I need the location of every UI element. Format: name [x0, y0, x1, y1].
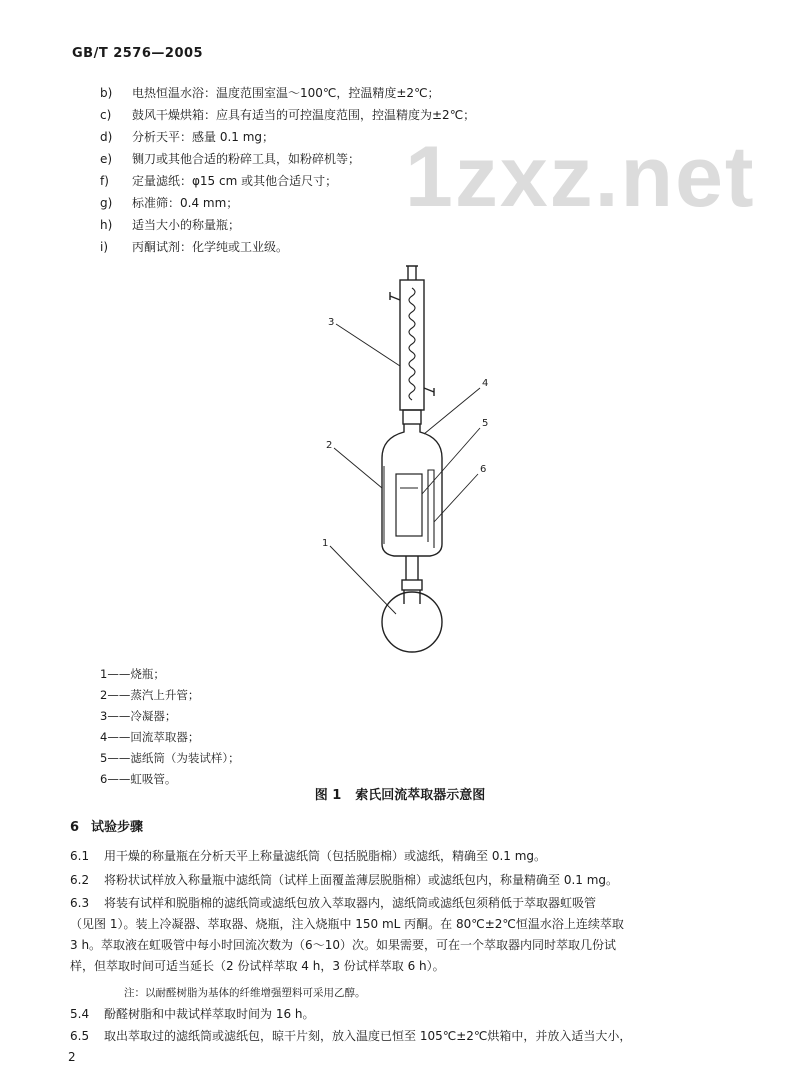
clause-number: 6.5: [70, 1029, 90, 1043]
figure-caption: [0, 784, 800, 803]
clause-number: 5.4: [70, 1007, 90, 1021]
leader-line: [330, 546, 396, 614]
paragraph: [70, 893, 742, 977]
list-item: [100, 192, 475, 214]
list-item: [100, 214, 475, 236]
paragraph-line: 取出萃取过的滤纸筒或滤纸包，晾干片刻，放入温度已恒至 105℃±2℃烘箱中，并放入适当大小，: [104, 1029, 632, 1043]
legend-item: 1——烧瓶；: [100, 667, 165, 681]
soxhlet-extractor-diagram: [320, 262, 500, 654]
leader-line: [336, 324, 400, 366]
list-text: 分析天平：感量 0.1 mg；: [132, 130, 275, 144]
leader-line: [434, 474, 478, 522]
list-item: [100, 82, 475, 104]
leader-line: [422, 428, 480, 494]
legend-item: 4——回流萃取器；: [100, 730, 200, 744]
extractor-stem: [406, 556, 418, 580]
condenser-coil: [409, 288, 415, 400]
ground-joint: [403, 410, 421, 424]
legend-item: 2——蒸汽上升管；: [100, 688, 200, 702]
condenser: [400, 280, 424, 410]
list-text: 丙酮试剂：化学纯或工业级。: [132, 240, 289, 254]
list-marker: i): [100, 240, 109, 254]
note: 注：以耐醛树脂为基体的纤维增强塑料可采用乙醇。: [124, 987, 366, 999]
callout-label: 5: [482, 418, 489, 429]
flask-joint: [402, 580, 422, 590]
legend-item: 6——虹吸管。: [100, 772, 177, 786]
section-number: 6: [70, 820, 80, 835]
paragraph: [70, 870, 742, 891]
paragraph: [70, 1004, 742, 1025]
callout-label: 3: [328, 317, 335, 328]
water-inlet: [424, 388, 434, 396]
list-marker: f): [100, 174, 109, 188]
figure-legend: [100, 664, 240, 790]
list-item: [100, 126, 475, 148]
section-heading: [70, 816, 143, 835]
clause-number: 6.1: [70, 849, 90, 863]
round-flask: [382, 592, 442, 652]
callout-label: 1: [322, 538, 329, 549]
list-marker: e): [100, 152, 113, 166]
list-text: 电热恒温水浴：温度范围室温～100℃，控温精度±2℃；: [132, 86, 440, 100]
filter-thimble: [396, 474, 422, 536]
paragraph-line: 酚醛树脂和中裁试样萃取时间为 16 h。: [104, 1007, 315, 1021]
list-text: 铡刀或其他合适的粉碎工具，如粉碎机等；: [132, 152, 361, 166]
list-text: 定量滤纸：φ15 cm 或其他合适尺寸；: [132, 174, 338, 188]
watermark: 1zxz.net: [405, 129, 756, 225]
legend-item: 3——冷凝器；: [100, 709, 177, 723]
list-item: [100, 170, 475, 192]
paragraph-line: 用干燥的称量瓶在分析天平上称量滤纸筒（包括脱脂棉）或滤纸，精确至 0.1 mg。: [104, 849, 547, 863]
paragraph-line: 将装有试样和脱脂棉的滤纸筒或滤纸包放入萃取器内，滤纸筒或滤纸包须稍低于萃取器虹吸管: [104, 896, 597, 910]
list-marker: d): [100, 130, 113, 144]
leader-line: [424, 388, 480, 434]
standard-code: GB/T 2576—2005: [72, 46, 204, 61]
paragraph-line: 将粉状试样放入称量瓶中滤纸筒（试样上面覆盖薄层脱脂棉）或滤纸包内，称量精确至 0.1 mg。: [104, 873, 619, 887]
list-item: [100, 236, 475, 258]
callout-label: 2: [326, 440, 333, 451]
paragraph-line: 3 h。萃取液在虹吸管中每小时回流次数为（6～10）次。如果需要，可在一个萃取器内同时萃取几份试: [70, 938, 616, 952]
list-item: [100, 148, 475, 170]
clause-number: 6.2: [70, 873, 90, 887]
paragraph-line: 样，但萃取时间可适当延长（2 份试样萃取 4 h，3 份试样萃取 6 h）。: [70, 959, 445, 973]
caption-label: 图 1: [314, 788, 342, 803]
caption-title: 索氏回流萃取器示意图: [355, 788, 486, 803]
list-marker: c): [100, 108, 112, 122]
list-item: [100, 104, 475, 126]
paragraph-line: （见图 1）。装上冷凝器、萃取器、烧瓶，注入烧瓶中 150 mL 丙酮。在 80℃±2℃恒温水浴上连续萃取: [70, 917, 624, 931]
list-marker: b): [100, 86, 113, 100]
leader-line: [334, 448, 382, 488]
legend-item: 5——滤纸筒（为装试样）；: [100, 751, 240, 765]
callout-label: 6: [480, 464, 487, 475]
page-number: 2: [68, 1050, 76, 1064]
paragraph: [70, 1026, 742, 1047]
water-outlet: [390, 292, 400, 300]
condenser-outlet: [406, 266, 418, 280]
list-text: 鼓风干燥烘箱：应具有适当的可控温度范围，控温精度为±2℃；: [132, 108, 476, 122]
paragraph: [70, 846, 742, 867]
section-title: 试验步骤: [91, 820, 144, 835]
equipment-list: [100, 82, 475, 258]
list-text: 适当大小的称量瓶；: [132, 218, 241, 232]
clause-number: 6.3: [70, 896, 90, 910]
list-marker: h): [100, 218, 113, 232]
list-marker: g): [100, 196, 113, 210]
callout-label: 4: [482, 378, 489, 389]
list-text: 标准筛：0.4 mm；: [132, 196, 239, 210]
